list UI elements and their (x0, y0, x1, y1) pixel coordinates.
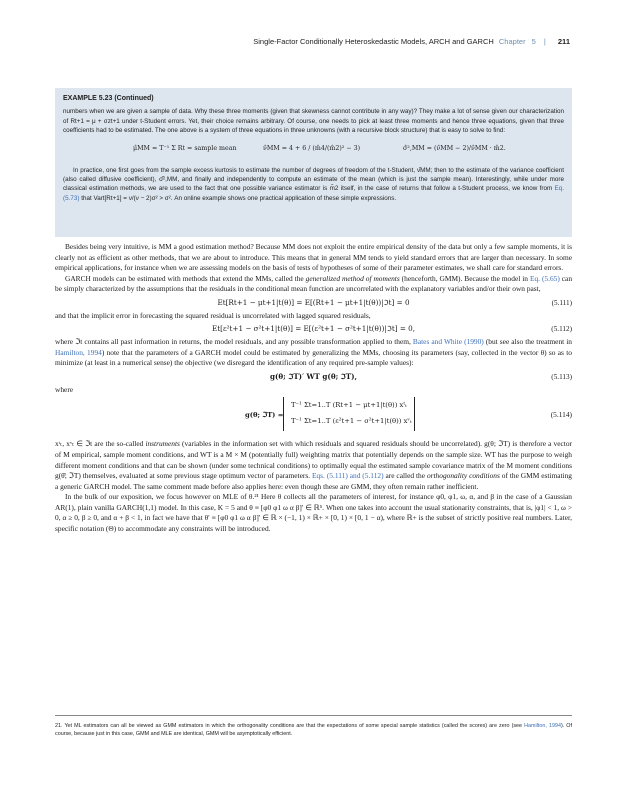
example-paragraph-2: In practice, one first goes from the sample excess kurtosis to estimate the number of degrees of freedom of the t-Student, ν̂MM; then to the estimate of the variance coefficient (also called diffusive coefficient), σ̂²,MM, and finally and independently to compute an estimate of the mean (which is just the sample mean). Interestingly, while under more classical estimation methods, we are used to the fact that one possible variance estimator is m̂2 itself, in the case of returns that follow a t-Student process, we know from Eq. (5.73) that Vart[Rt+1] = ν/(ν − 2)σ² > σ². An online example shows one practical application of these simple expressions. (63, 166, 564, 202)
eq-5-73-link[interactable]: Eq. (5.73) (63, 185, 564, 202)
hamilton-1994-link[interactable]: Hamilton, 1994 (55, 347, 102, 357)
paragraph-4: where ℑt contains all past information in returns, the model residuals, and any possible transformation applied to them, Bates and White (1990) (but see also the treatment in Hamilton, 1994) note that the parameters of a GARCH model could be estimated by generalizing the MMs, choosing its parameters (say, collected in the vector θ) so as to minimize (at least in a numerical sense) the objective (we disregard the identification of any required pre-sample values): (55, 337, 573, 368)
matrix-row-2: T⁻¹ Σt=1..T (ε²t+1 − σ²t+1|t(θ)) xᵛₜ (291, 417, 412, 426)
eq-sigma-estimator: σ̂²,MM = (ν̂MM − 2)/ν̂MM · m̂2. (403, 144, 506, 152)
equation-5-111: Et[Rt+1 − μt+1|t(θ)] = E[(Rt+1 − μt+1|t(θ))|ℑt] = 0 (5.111) (217, 297, 572, 307)
footnote-21: 21. Yet ML estimators can all be viewed as GMM estimators in which the orthogonality conditions are that the expectations of some special sample statistics (called the scores) are zero (see Hamilton, 1994). Of course, because just in this case, GMM and MLE are identical, GMM will be asymptotically efficient. (55, 723, 572, 737)
page-number: 211 (557, 37, 570, 46)
bates-white-1990-link[interactable]: Bates and White (1990) (412, 337, 484, 347)
footnote-rule (55, 715, 572, 716)
equation-number: (5.112) (551, 325, 572, 334)
chapter-label: Chapter (498, 37, 526, 46)
example-equation (63, 136, 564, 166)
eqs-5-111-5-112-link[interactable]: Eqs. (5.111) and (5.112) (311, 471, 384, 481)
paragraph-3: and that the implicit error in forecasting the squared residual is uncorrelated with lagged squared residuals, (55, 310, 371, 320)
chapter-number: 5 (531, 37, 536, 46)
paragraph-2: GARCH models can be estimated with methods that extend the MMs, called the generalized method of moments (henceforth, GMM). Because the model in Eq. (5.65) can be simply characterized by the assumptions that the residuals in the conditional mean function are uncorrelated with the explanatory variables and/or their own past, (55, 273, 573, 294)
where-label: where (55, 384, 74, 394)
equation-number: (5.111) (551, 298, 572, 307)
footnote-hamilton-link[interactable]: Hamilton, 1994 (524, 723, 561, 729)
running-head-title: Single-Factor Conditionally Heteroskedastic Models, ARCH and GARCH (253, 37, 494, 46)
main-text (55, 242, 572, 534)
example-title: EXAMPLE 5.23 (Continued) (63, 95, 154, 102)
paragraph-6: In the bulk of our exposition, we focus however on MLE of θ.²¹ Here θ collects all the parameters of interest, for instance φ0, φ1, ω, α, and β in the case of a Gaussian AR(1), plain vanilla GARCH(1,1) model. In this case, K = 5 and θ ≡ [φ0 φ1 ω α β]′ ∈ ℝ⁵. When one takes into account the usual stationarity constraints, that is, |φ1| < 1, ω > 0, α ≥ 0, β ≥ 0, and α + β < 1, in fact we have that θ′ ≡ [φ0 φ1 ω α β]′ ∈ ℝ × (−1, 1) × ℝ+ × [0, 1) × [0, 1 − α), where ℝ+ is the subset of strictly positive real numbers. Later, specific notation (Θ) to accommodate any constraints will be introduced. (55, 492, 572, 533)
paragraph-5: xᵗₜ, xᵛₜ ∈ ℑt are the so-called instruments (variables in the information set with which residuals and squared residuals should be uncorrelated). g(θ; ℑT) is therefore a vector of M empirical, sample moment conditions, and WT is a M × M (potentially full) weighting matrix that potentially depends on the sample size. WT has the purpose to weigh different moment conditions and that can be shown (under some technical conditions) to optimally equal the estimated sample covariance matrix of the M moment conditions g(θ̂; ℑT) themselves, evaluated at some previous stage optimum vector of parameters. Eqs. (5.111) and (5.112) are called the orthogonality conditions of the GMM estimating a generic GARCH model. The same comment made before also applies here: even though these are GMM, they often remain rather inefficient. (55, 439, 572, 491)
equation-number: (5.113) (551, 372, 572, 381)
equation-number: (5.114) (550, 410, 572, 420)
equation-5-114: g(θ; ℑT) = T⁻¹ Σt=1..T (Rt+1 − μt+1|t(θ)) xᵗₜ T⁻¹ Σt=1..T (ε²t+1 − σ²t+1|t(θ)) xᵛₜ (5.114) (55, 395, 572, 439)
matrix-row-1: T⁻¹ Σt=1..T (Rt+1 − μt+1|t(θ)) xᵗₜ (291, 401, 407, 410)
example-box (55, 88, 572, 237)
eq-5-65-link[interactable]: Eq. (5.65) (529, 273, 560, 283)
example-paragraph-1: numbers when we are given a sample of data. Why these three moments (given that skewness cannot contribute in any way)? They make a lot of sense given our characterization of Rt+1 = μ + σzt+1 under t-Student errors. Yet, their choice remains arbitrary. Of course, one needs to pick at least three moments and hence three equations, given that three coefficients had to be estimated. The one above is a system of three equations in three unknowns (with a recursive block structure) that is easy to solve to find: (63, 108, 564, 135)
equation-5-113: g(θ; ℑT)′ WT g(θ; ℑT), (5.113) (269, 371, 572, 381)
paragraph-1: Besides being very intuitive, is MM a good estimation method? Because MM does not exploit the entire empirical density of the data but only a few sample moments, it is clearly not as efficient as other methods, that we are about to introduce. This means that in general MM tends to yield standard errors that are larger than necessary. In some empirical applications, for instance when we are assessing models on the basis of tests of hypotheses of some of their parameter estimates, we shall care for standard errors. (55, 242, 572, 273)
eq-nu-estimator: ν̂MM = 4 + 6 / (m̂4/(m̂2)² − 3) (263, 144, 361, 152)
equation-5-112: Et[ε²t+1 − σ²t+1|t(θ)] = E[(ε²t+1 − σ²t+1|t(θ))|ℑt] = 0, (5.112) (212, 324, 572, 334)
eq-mu-estimator: μ̂MM = T⁻¹ Σ Rt = sample mean (133, 144, 237, 152)
running-head: Single-Factor Conditionally Heteroskedastic Models, ARCH and GARCH Chapter 5 | 211 (253, 37, 570, 46)
